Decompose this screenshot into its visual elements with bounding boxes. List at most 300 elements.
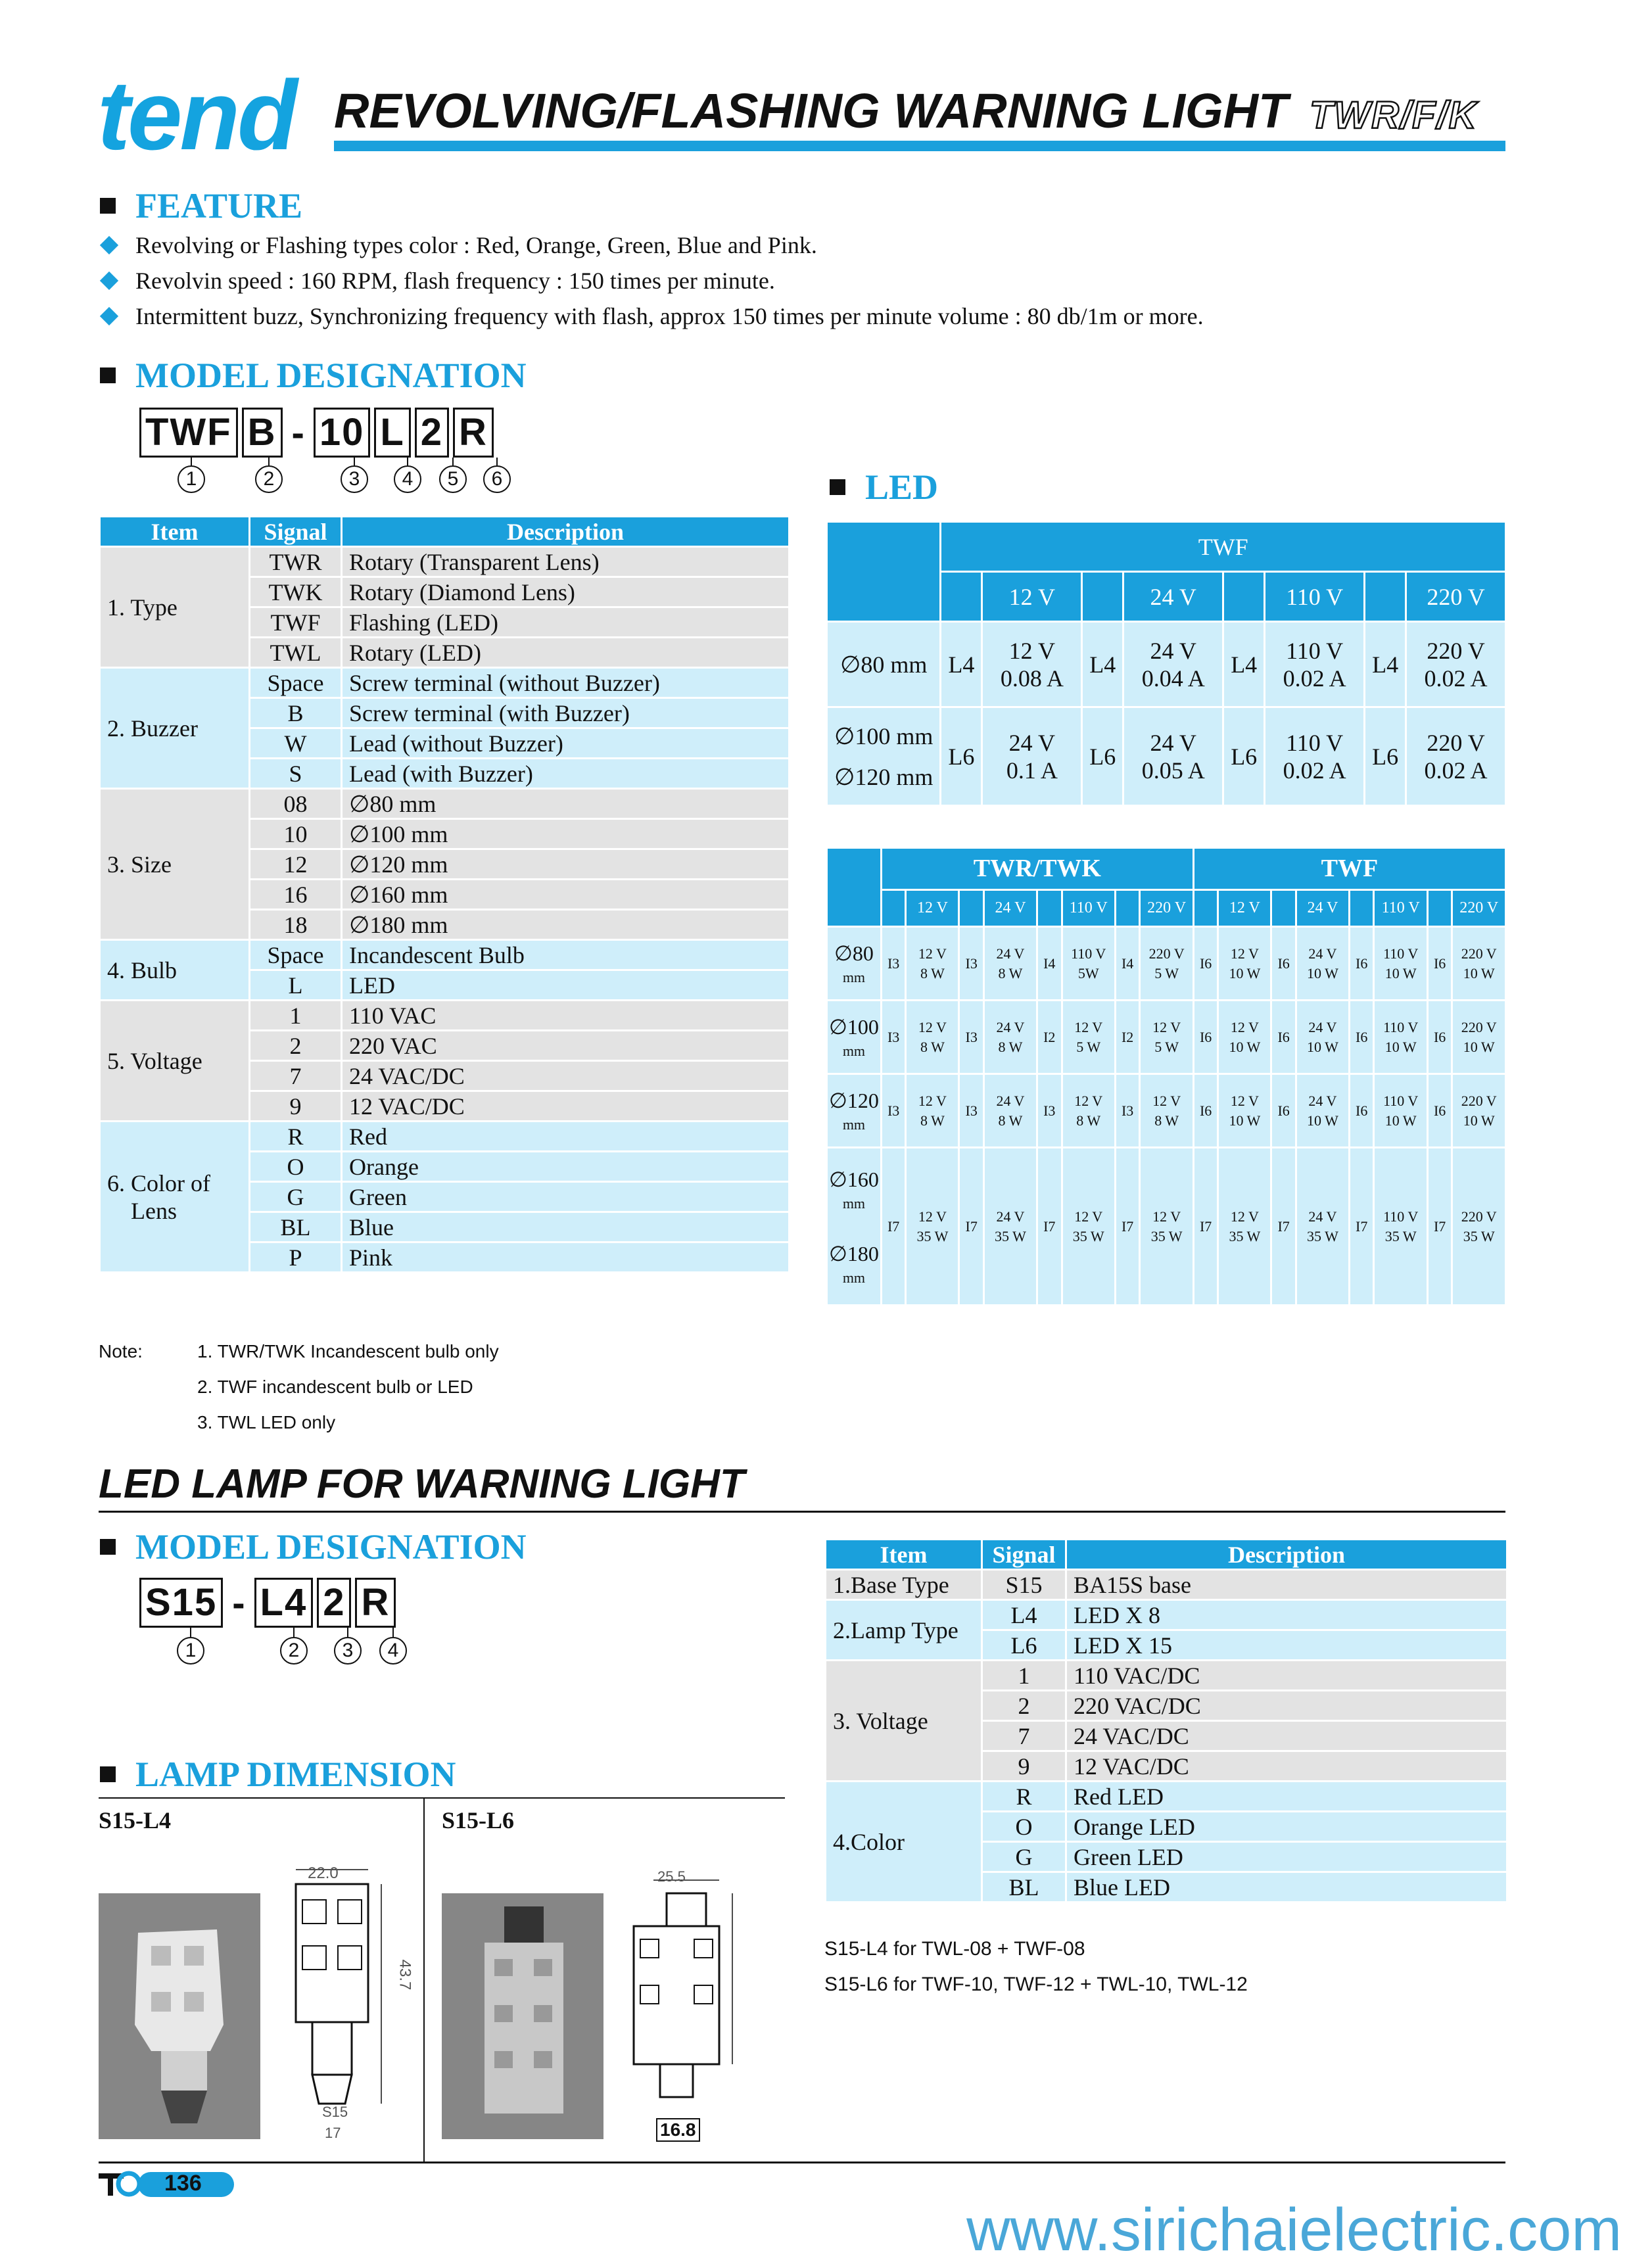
table-row	[100, 668, 790, 698]
led-spec	[1406, 707, 1506, 806]
bulb-spacer	[1115, 890, 1140, 927]
bulb-watt: 10 W	[1384, 1038, 1417, 1055]
bulb-size-unit: mm	[842, 1043, 866, 1060]
led-voltage-header: 110 V	[1265, 572, 1365, 622]
position-number: 1	[177, 1637, 204, 1665]
bulb-type: I3	[881, 927, 906, 1001]
bulb-spec	[906, 1148, 959, 1306]
bulb-watt: 8 W	[998, 1038, 1023, 1055]
led-row	[827, 622, 1506, 707]
row-signal: O	[250, 1152, 342, 1182]
bulb-type: I2	[1115, 1001, 1140, 1074]
bulb-watt: 35 W	[1463, 1227, 1495, 1244]
code-box: 10	[314, 408, 371, 458]
bulb-volt: 110 V	[1383, 1092, 1419, 1109]
bulb-spec	[983, 927, 1037, 1001]
row-description: Rotary (Transparent Lens)	[342, 547, 790, 577]
col-header-signal: Signal	[250, 517, 342, 547]
bullet-square-icon	[100, 198, 116, 214]
row-description: Screw terminal (without Buzzer)	[342, 668, 790, 698]
row-description: Rotary (LED)	[342, 638, 790, 668]
bulb-watt: 10 W	[1229, 1112, 1261, 1129]
row-signal: 9	[250, 1091, 342, 1122]
connector-line	[268, 458, 270, 465]
bulb-volt: 220 V	[1461, 945, 1497, 962]
row-description: Red LED	[1066, 1782, 1507, 1812]
row-item: 4.Color	[826, 1782, 982, 1902]
led-voltage-header: 220 V	[1406, 572, 1506, 622]
dim-value: 43.7	[396, 1959, 414, 1991]
bulb-spec	[1062, 1074, 1115, 1148]
led-amp: 0.04 A	[1141, 665, 1205, 692]
bulb-watt: 8 W	[920, 1112, 945, 1129]
bulb-spec	[1296, 927, 1349, 1001]
connector-line	[407, 458, 408, 465]
code-box: TWF	[139, 408, 238, 458]
led-type: L4	[1365, 622, 1406, 707]
feature-text: Intermittent buzz, Synchronizing frequency with flash, approx 150 times per minute volume : 80 db/1m or more.	[135, 303, 1204, 329]
bulb-volt: 24 V	[1308, 1018, 1337, 1035]
bulb-type: I7	[1427, 1148, 1452, 1306]
row-item: 3. Size	[100, 789, 250, 940]
bulb-watt: 35 W	[1072, 1227, 1104, 1244]
bulb-type: I3	[881, 1074, 906, 1148]
section-rule	[99, 1511, 1505, 1513]
bulb-volt: 12 V	[1230, 1018, 1259, 1035]
bulb-volt: 24 V	[996, 1208, 1025, 1225]
bulb-spacer	[1037, 890, 1062, 927]
row-signal: 2	[250, 1031, 342, 1061]
bulb-type: I6	[1193, 1001, 1218, 1074]
page-title: REVOLVING/FLASHING WARNING LIGHT	[334, 83, 1288, 138]
bulb-row	[827, 927, 1506, 1001]
bulb-volt: 110 V	[1071, 945, 1106, 962]
row-signal: G	[250, 1182, 342, 1212]
row-item: 2. Buzzer	[100, 668, 250, 789]
bulb-voltage-header: 24 V	[1296, 890, 1349, 927]
row-description: 110 VAC	[342, 1001, 790, 1031]
led-volt: 24 V	[1150, 637, 1196, 664]
dim-label-l6: S15-L6	[442, 1807, 515, 1833]
row-signal: W	[250, 728, 342, 759]
bulb-watt: 10 W	[1306, 964, 1338, 981]
bulb-spec	[1140, 1074, 1193, 1148]
bulb-size	[827, 1074, 882, 1148]
bulb-type: I7	[1037, 1148, 1062, 1306]
led-size	[827, 707, 941, 806]
bulb-watt: 35 W	[995, 1227, 1026, 1244]
bulb-watt: 8 W	[920, 964, 945, 981]
row-description: ∅160 mm	[342, 880, 790, 910]
bulb-spec	[1296, 1001, 1349, 1074]
row-description: Orange	[342, 1152, 790, 1182]
row-description: 24 VAC/DC	[1066, 1721, 1507, 1751]
row-signal: L	[250, 970, 342, 1001]
bulb-watt: 5 W	[1154, 964, 1179, 981]
led-corner-cell	[827, 522, 941, 622]
bulb-volt: 12 V	[1152, 1092, 1181, 1109]
bulb-type: I3	[1115, 1074, 1140, 1148]
bulb-volt: 12 V	[1152, 1208, 1181, 1225]
row-signal: 7	[982, 1721, 1066, 1751]
feature-item	[99, 267, 775, 295]
position-number: 1	[177, 465, 205, 493]
feature-text: Revolvin speed : 160 RPM, flash frequency : 150 times per minute.	[135, 268, 775, 294]
bulb-volt: 12 V	[1152, 1018, 1181, 1035]
bulb-watt: 10 W	[1384, 964, 1417, 981]
row-signal: L4	[982, 1600, 1066, 1630]
bulb-spec	[1374, 927, 1427, 1001]
bulb-size-value: ∅100	[829, 1015, 879, 1039]
bulb-type: I6	[1427, 927, 1452, 1001]
bulb-spec	[1062, 927, 1115, 1001]
position-number: 4	[394, 465, 421, 493]
connector-line	[293, 1628, 295, 1637]
bulb-watt: 5 W	[1154, 1038, 1179, 1055]
led-spec	[1265, 622, 1365, 707]
row-signal: 10	[250, 819, 342, 849]
designation-table	[99, 515, 790, 1273]
lamp-body	[826, 1570, 1507, 1902]
bulb-volt: 12 V	[1230, 945, 1259, 962]
bulb-volt: 110 V	[1383, 945, 1419, 962]
row-signal: 2	[982, 1691, 1066, 1721]
col-header-item: Item	[100, 517, 250, 547]
bulb-type: I7	[1349, 1148, 1374, 1306]
col-header-description: Description	[342, 517, 790, 547]
row-description: Green	[342, 1182, 790, 1212]
row-description: ∅80 mm	[342, 789, 790, 819]
bulb-type: I7	[1115, 1148, 1140, 1306]
bulb-spec	[1218, 1001, 1271, 1074]
led-spec	[982, 707, 1082, 806]
feature-text: Revolving or Flashing types color : Red, Orange, Green, Blue and Pink.	[135, 232, 817, 258]
note-item: 1. TWR/TWK Incandescent bulb only	[197, 1341, 499, 1361]
bulb-spec	[1296, 1148, 1349, 1306]
dim-value: 16.8	[656, 2118, 700, 2142]
dim-value: 25.5	[657, 1868, 686, 1885]
row-item: 4. Bulb	[100, 940, 250, 1001]
bulb-type: I7	[959, 1148, 984, 1306]
bulb-voltage-header: 24 V	[983, 890, 1037, 927]
bulb-watt: 10 W	[1463, 964, 1495, 981]
title-underline	[334, 141, 1505, 151]
bulb-body	[827, 927, 1506, 1306]
row-signal: TWL	[250, 638, 342, 668]
bulb-size-value: ∅160	[829, 1167, 879, 1191]
led-type: L4	[1082, 622, 1123, 707]
code-box: S15	[139, 1578, 223, 1628]
bulb-type: I6	[1193, 1074, 1218, 1148]
series-code: TWR/F/K	[1310, 94, 1478, 137]
diamond-bullet-icon	[100, 272, 118, 290]
row-signal: 12	[250, 849, 342, 880]
bulb-volt: 220 V	[1461, 1018, 1497, 1035]
table-row	[826, 1782, 1507, 1812]
bulb-volt: 220 V	[1461, 1092, 1497, 1109]
bulb-spec	[1452, 1001, 1506, 1074]
code-dash: -	[291, 411, 304, 454]
code-box: L4	[254, 1578, 314, 1628]
led-size: ∅80 mm	[827, 622, 941, 707]
bulb-type: I6	[1271, 1074, 1296, 1148]
bulb-table	[826, 847, 1507, 1306]
brand-logo: tend	[97, 60, 295, 170]
row-signal: 9	[982, 1751, 1066, 1782]
bulb-type: I3	[959, 1074, 984, 1148]
row-signal: TWF	[250, 607, 342, 638]
bulb-type: I6	[1427, 1074, 1452, 1148]
bulb-type: I3	[1037, 1074, 1062, 1148]
led-volt: 24 V	[1150, 729, 1196, 756]
row-signal: G	[982, 1842, 1066, 1872]
bulb-group-header: TWR/TWK	[881, 848, 1193, 890]
bulb-voltage-header: 12 V	[1218, 890, 1271, 927]
bulb-watt: 8 W	[998, 1112, 1023, 1129]
row-signal: R	[982, 1782, 1066, 1812]
row-signal: 1	[250, 1001, 342, 1031]
row-signal: 7	[250, 1061, 342, 1091]
row-description: LED	[342, 970, 790, 1001]
bulb-type: I6	[1193, 927, 1218, 1001]
bulb-spec	[1140, 1001, 1193, 1074]
bulb-volt: 220 V	[1148, 945, 1185, 962]
bulb-row	[827, 1148, 1506, 1306]
row-description: Red	[342, 1122, 790, 1152]
model-designation-heading-2	[100, 1526, 527, 1567]
dim-value: 22.0	[308, 1864, 339, 1882]
led-spec	[982, 622, 1082, 707]
connector-line	[347, 1628, 348, 1637]
row-description: LED X 15	[1066, 1630, 1507, 1661]
model-code-boxes	[139, 408, 498, 458]
bulb-volt: 24 V	[1308, 945, 1337, 962]
bulb-watt: 10 W	[1384, 1112, 1417, 1129]
lamp-l4-drawing	[283, 1860, 414, 2137]
row-signal: L6	[982, 1630, 1066, 1661]
led-amp: 0.1 A	[1006, 757, 1058, 784]
connector-line	[354, 458, 355, 465]
led-amp: 0.05 A	[1141, 757, 1205, 784]
lamp-dimension-heading	[100, 1754, 456, 1795]
row-item: 6. Color of Lens	[100, 1122, 250, 1273]
row-description: BA15S base	[1066, 1570, 1507, 1600]
feature-heading-text: FEATURE	[135, 186, 303, 225]
led-size-a: ∅100 mm	[834, 722, 934, 749]
bulb-watt: 35 W	[1306, 1227, 1338, 1244]
row-description: Rotary (Diamond Lens)	[342, 577, 790, 607]
bulb-watt: 10 W	[1229, 964, 1261, 981]
row-description: Pink	[342, 1242, 790, 1273]
row-description: Green LED	[1066, 1842, 1507, 1872]
model-designation-heading	[100, 355, 527, 396]
code-box: 2	[415, 408, 449, 458]
bulb-volt: 24 V	[1308, 1092, 1337, 1109]
row-description: Flashing (LED)	[342, 607, 790, 638]
bulb-volt: 110 V	[1383, 1018, 1419, 1035]
bulb-size-unit: mm	[842, 969, 866, 986]
bulb-watt: 35 W	[1229, 1227, 1261, 1244]
note-item: 2. TWF incandescent bulb or LED	[197, 1377, 473, 1397]
led-amp: 0.02 A	[1283, 757, 1346, 784]
code-box: L	[374, 408, 410, 458]
table-row	[826, 1600, 1507, 1630]
table-row	[100, 789, 790, 819]
bulb-watt: 10 W	[1306, 1038, 1338, 1055]
bulb-spec	[1062, 1001, 1115, 1074]
led-amp: 0.02 A	[1424, 757, 1488, 784]
bulb-spec	[1374, 1001, 1427, 1074]
bullet-square-icon	[100, 1539, 116, 1555]
compat-note: S15-L4 for TWL-08 + TWF-08	[824, 1938, 1085, 1960]
lamp-table	[824, 1538, 1508, 1903]
led-row	[827, 707, 1506, 806]
bulb-voltage-header: 12 V	[906, 890, 959, 927]
bulb-size	[827, 927, 882, 1001]
led-type: L6	[941, 707, 982, 806]
row-item: 2.Lamp Type	[826, 1600, 982, 1661]
bulb-spec	[1140, 927, 1193, 1001]
bulb-spacer	[1271, 890, 1296, 927]
bulb-size-value: ∅120	[829, 1089, 879, 1113]
table-row	[100, 1122, 790, 1152]
bulb-corner-cell	[827, 848, 882, 927]
bulb-spec	[983, 1001, 1037, 1074]
bulb-volt: 12 V	[918, 1018, 947, 1035]
table-row	[100, 940, 790, 970]
bulb-spec	[1452, 1148, 1506, 1306]
row-signal: P	[250, 1242, 342, 1273]
code-box: R	[355, 1578, 396, 1628]
feature-item	[99, 302, 1204, 330]
bulb-type: I4	[1037, 927, 1062, 1001]
diamond-bullet-icon	[100, 236, 118, 254]
model-heading-text: MODEL DESIGNATION	[135, 356, 527, 395]
bulb-spacer	[1193, 890, 1218, 927]
bulb-watt: 5 W	[1076, 1038, 1101, 1055]
bulb-size-value: ∅180	[829, 1241, 879, 1265]
bulb-watt: 10 W	[1463, 1038, 1495, 1055]
row-description: Blue LED	[1066, 1872, 1507, 1902]
website-url[interactable]: www.sirichaielectric.com	[966, 2196, 1622, 2263]
bulb-type: I6	[1427, 1001, 1452, 1074]
row-description: 220 VAC	[342, 1031, 790, 1061]
bulb-voltage-row	[827, 890, 1506, 927]
led-volt: 110 V	[1286, 729, 1344, 756]
bulb-size	[827, 1001, 882, 1074]
row-signal: Space	[250, 668, 342, 698]
bulb-voltage-header: 110 V	[1374, 890, 1427, 927]
bulb-spec	[1374, 1148, 1427, 1306]
bulb-type: I4	[1115, 927, 1140, 1001]
row-item: 5. Voltage	[100, 1001, 250, 1122]
code-box: 2	[317, 1578, 351, 1628]
led-volt: 24 V	[1008, 729, 1055, 756]
led-amp: 0.08 A	[1000, 665, 1064, 692]
table-row	[100, 547, 790, 577]
lamp-photo-l6	[442, 1893, 603, 2139]
bulb-voltage-header: 110 V	[1062, 890, 1115, 927]
bulb-volt: 24 V	[996, 1092, 1025, 1109]
row-signal: 1	[982, 1661, 1066, 1691]
led-type: L4	[1223, 622, 1265, 707]
bulb-watt: 35 W	[916, 1227, 949, 1244]
dim-value: 17	[325, 2125, 341, 2141]
row-description: ∅120 mm	[342, 849, 790, 880]
bulb-size-unit: mm	[842, 1269, 866, 1286]
led-type: L6	[1223, 707, 1265, 806]
bulb-size-value: ∅80	[834, 941, 874, 966]
bulb-voltage-header: 220 V	[1140, 890, 1193, 927]
bulb-watt: 35 W	[1384, 1227, 1417, 1244]
led-spacer	[1365, 572, 1406, 622]
bulb-watt: 10 W	[1306, 1112, 1338, 1129]
row-signal: BL	[982, 1872, 1066, 1902]
col-header-description: Description	[1066, 1540, 1507, 1570]
feature-heading	[100, 185, 302, 226]
dim-heading-text: LAMP DIMENSION	[135, 1755, 456, 1794]
led-group-header: TWF	[941, 522, 1506, 572]
row-description: 24 VAC/DC	[342, 1061, 790, 1091]
row-signal: 16	[250, 880, 342, 910]
bullet-square-icon	[100, 367, 116, 383]
bulb-watt: 10 W	[1463, 1112, 1495, 1129]
col-header-signal: Signal	[982, 1540, 1066, 1570]
designation-body	[100, 547, 790, 1273]
row-description: Orange LED	[1066, 1812, 1507, 1842]
lamp-photo-l4	[99, 1893, 260, 2139]
bulb-voltage-header: 220 V	[1452, 890, 1506, 927]
code-box: B	[242, 408, 283, 458]
bulb-spec	[1140, 1148, 1193, 1306]
bulb-type: I6	[1271, 1001, 1296, 1074]
bulb-size-unit: mm	[842, 1116, 866, 1133]
bulb-type: I6	[1271, 927, 1296, 1001]
bullet-square-icon	[830, 479, 845, 495]
row-description: ∅100 mm	[342, 819, 790, 849]
led-volt: 12 V	[1008, 637, 1055, 664]
led-type: L6	[1365, 707, 1406, 806]
bulb-type: I3	[881, 1001, 906, 1074]
bulb-volt: 12 V	[1230, 1208, 1259, 1225]
feature-item	[99, 231, 817, 259]
code-box: R	[453, 408, 494, 458]
led-size-b: ∅120 mm	[834, 763, 934, 790]
led-heading-text: LED	[865, 467, 939, 507]
table-row	[826, 1570, 1507, 1600]
lamp-l6-drawing	[621, 1867, 752, 2143]
dim-value: S15	[322, 2104, 348, 2120]
connector-line	[392, 1628, 394, 1637]
diamond-bullet-icon	[100, 307, 118, 325]
bulb-watt: 8 W	[1076, 1112, 1101, 1129]
led-heading	[830, 467, 938, 508]
bulb-type: I6	[1349, 1001, 1374, 1074]
row-description: LED X 8	[1066, 1600, 1507, 1630]
row-item: 3. Voltage	[826, 1661, 982, 1782]
bulb-gap	[829, 1214, 879, 1240]
led-spacer	[1223, 572, 1265, 622]
lamp-l4-image	[99, 1893, 260, 2139]
bulb-volt: 220 V	[1461, 1208, 1497, 1225]
row-item: 1.Base Type	[826, 1570, 982, 1600]
lamp-drawing-l6	[621, 1867, 752, 2143]
position-number: 6	[483, 465, 511, 493]
row-item: 1. Type	[100, 547, 250, 668]
lamp-code-boxes	[139, 1578, 400, 1628]
row-description: ∅180 mm	[342, 910, 790, 940]
bulb-type: I3	[959, 1001, 984, 1074]
